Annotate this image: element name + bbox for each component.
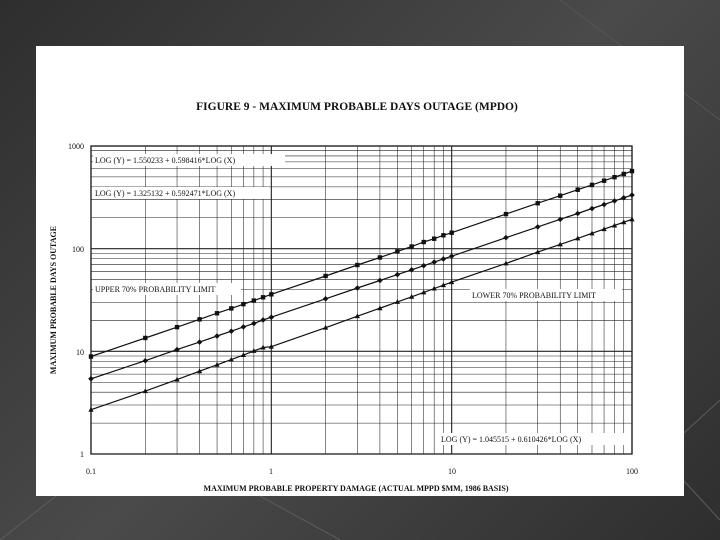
data-point-diamond bbox=[629, 192, 635, 198]
data-point-square bbox=[622, 172, 626, 176]
data-point-square bbox=[197, 317, 201, 321]
data-point-diamond bbox=[142, 358, 148, 364]
data-point-diamond bbox=[449, 253, 455, 259]
data-point-square bbox=[504, 212, 508, 216]
x-tick-labels bbox=[86, 467, 638, 476]
x-tick-0-1: 0.1 bbox=[86, 467, 96, 476]
data-point-diamond bbox=[260, 317, 266, 323]
data-point-diamond bbox=[503, 235, 509, 241]
data-point-square bbox=[261, 295, 265, 299]
annotation-upper-limit: UPPER 70% PROBABILITY LIMIT bbox=[95, 285, 216, 294]
data-point-diamond bbox=[421, 263, 427, 269]
data-point-square bbox=[576, 188, 580, 192]
x-tick-10: 10 bbox=[448, 467, 456, 476]
data-point-square bbox=[449, 231, 453, 235]
data-point-square bbox=[355, 263, 359, 267]
data-point-diamond bbox=[589, 206, 595, 212]
data-point-square bbox=[536, 201, 540, 205]
x-axis-label: MAXIMUM PROBABLE PROPERTY DAMAGE (ACTUAL MPPD $MM, 1986 BASIS) bbox=[203, 484, 509, 493]
x-tick-1: 1 bbox=[269, 467, 273, 476]
data-point-diamond bbox=[612, 198, 618, 204]
y-tick-labels bbox=[68, 142, 84, 459]
data-point-diamond bbox=[377, 278, 383, 284]
data-point-square bbox=[323, 274, 327, 278]
slide-panel bbox=[36, 46, 684, 496]
data-point-square bbox=[89, 354, 93, 358]
data-point-diamond bbox=[535, 224, 541, 230]
data-point-square bbox=[378, 255, 382, 259]
data-point-diamond bbox=[431, 259, 437, 265]
y-tick-1000: 1000 bbox=[68, 142, 84, 151]
data-point-square bbox=[602, 179, 606, 183]
data-point-square bbox=[441, 233, 445, 237]
y-tick-1: 1 bbox=[80, 450, 84, 459]
chart-title: FIGURE 9 - MAXIMUM PROBABLE DAYS OUTAGE (MPDO) bbox=[196, 101, 518, 113]
y-tick-100: 100 bbox=[72, 245, 84, 254]
data-point-diamond bbox=[197, 339, 203, 345]
data-point-square bbox=[590, 183, 594, 187]
data-point-diamond bbox=[229, 328, 235, 334]
data-point-diamond bbox=[88, 376, 94, 382]
data-point-square bbox=[558, 194, 562, 198]
series-line-3 bbox=[91, 219, 632, 409]
chart bbox=[36, 46, 684, 496]
data-point-triangle bbox=[629, 217, 634, 222]
data-point-square bbox=[432, 237, 436, 241]
y-tick-10: 10 bbox=[76, 348, 84, 357]
data-point-diamond bbox=[575, 211, 581, 217]
data-point-square bbox=[229, 306, 233, 310]
annotation-lower-equation: LOG (Y) = 1.045515 + 0.610426*LOG (X) bbox=[441, 435, 582, 444]
data-point-diamond bbox=[214, 333, 220, 339]
data-point-diamond bbox=[409, 267, 415, 273]
annotation-lower-limit: LOWER 70% PROBABILITY LIMIT bbox=[472, 291, 596, 300]
data-point-diamond bbox=[395, 272, 401, 278]
data-point-square bbox=[215, 311, 219, 315]
data-point-diamond bbox=[355, 285, 361, 291]
data-point-diamond bbox=[557, 217, 563, 223]
data-point-diamond bbox=[601, 202, 607, 208]
data-point-square bbox=[269, 292, 273, 296]
data-point-square bbox=[630, 169, 634, 173]
annotations bbox=[93, 154, 627, 445]
data-point-diamond bbox=[269, 314, 275, 320]
x-tick-100: 100 bbox=[626, 467, 638, 476]
annotation-upper-equation: LOG (Y) = 1.550233 + 0.598416*LOG (X) bbox=[95, 156, 236, 165]
y-axis-label: MAXIMUM PROBABLE DAYS OUTAGE bbox=[49, 225, 58, 375]
data-point-square bbox=[612, 175, 616, 179]
data-point-square bbox=[422, 240, 426, 244]
data-point-square bbox=[143, 336, 147, 340]
data-point-square bbox=[175, 325, 179, 329]
annotation-mid-equation: LOG (Y) = 1.325132 + 0.592471*LOG (X) bbox=[95, 189, 236, 198]
data-point-square bbox=[395, 249, 399, 253]
data-point-square bbox=[241, 302, 245, 306]
data-point-diamond bbox=[251, 321, 257, 327]
data-point-square bbox=[252, 298, 256, 302]
data-point-diamond bbox=[323, 296, 329, 302]
data-point-diamond bbox=[441, 256, 447, 262]
data-point-diamond bbox=[241, 324, 247, 330]
data-point-square bbox=[409, 244, 413, 248]
